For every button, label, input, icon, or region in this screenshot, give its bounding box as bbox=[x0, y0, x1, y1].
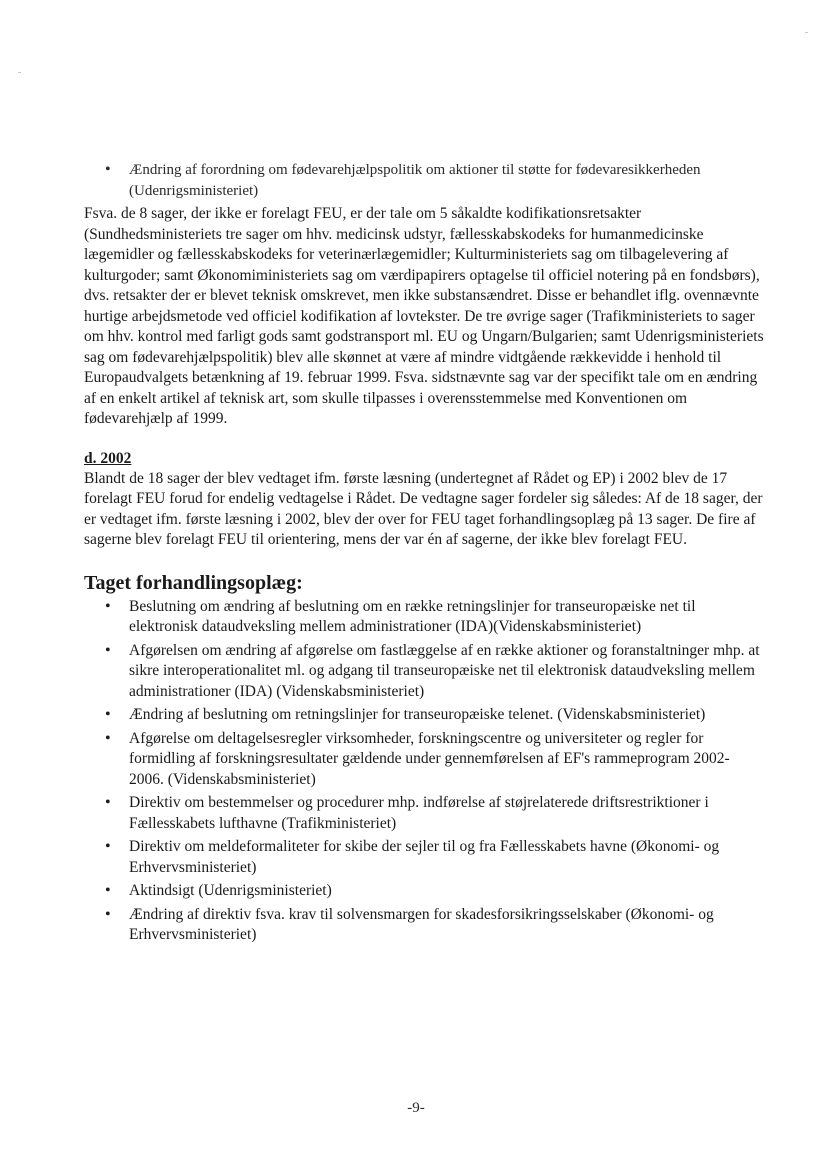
list-item: • Ændring af direktiv fsva. krav til solvensmargen for skadesforsikringsselskaber (Økonomi- og Erhvervsministeriet) bbox=[84, 905, 764, 946]
page-content bbox=[84, 160, 764, 949]
section-d-paragraph: Blandt de 18 sager der blev vedtaget ifm. første læsning (undertegnet af Rådet og EP) i 2002 blev de 17 forelagt FEU forud for endelig vedtagelse i Rådet. De vedtagne sager fordeler sig således: Af de 18 sager, der er vedtaget ifm. første læsning i 2002, blev der over for FEU taget forhandlingsoplæg på 13 sager. De fire af sagerne blev forelagt FEU til orientering, mens der var én af sagerne, der ikke blev forelagt FEU. bbox=[84, 469, 763, 548]
list-item: • Beslutning om ændring af beslutning om en række retningslinjer for transeuropæiske net til elektronisk dataudveksling mellem administrationer (IDA)(Videnskabsministeriet) bbox=[84, 597, 764, 638]
scan-speck bbox=[805, 32, 808, 33]
section-d-heading: d. 2002 bbox=[84, 449, 132, 467]
list-item: • Afgørelse om deltagelsesregler virksomheder, forskningscentre og universiteter og regler for formidling af forskningsresultater gældende under gennemførelsen af EF's rammeprogram 2002-2006. (Videnskabsministeriet) bbox=[84, 729, 764, 791]
taget-forhandlingsoplaeg-heading: Taget forhandlingsoplæg: bbox=[84, 571, 303, 594]
list-item: • Ændring af beslutning om retningslinjer for transeuropæiske telenet. (Videnskabsministeriet) bbox=[84, 705, 764, 726]
scan-speck bbox=[18, 72, 21, 73]
kodifikation-paragraph: Fsva. de 8 sager, der ikke er forelagt FEU, er der tale om 5 såkaldte kodifikationsretsakter (Sundhedsministeriets tre sager om hhv. medicinsk udstyr, fællesskabskodeks for humanmedicinske lægemidler og fællesskabskodeks for veterinærlægemidler; Kulturministeriets sag om tilbagelevering af kulturgoder; samt Økonomiministeriets sag om værdipapirers optagelse til officiel notering på en fondsbørs), dvs. retsakter der er blevet teknisk omskrevet, men ikke substansændret. Disse er behandlet iflg. ovennævnte hurtige arbejdsmetode ved officiel kodifikation af lovtekster. De tre øvrige sager (Trafikministeriets to sager om hhv. kontrol med farligt gods samt godstransport ml. EU og Ungarn/Bulgarien; samt Udenrigsministeriets sag om fødevarehjælpspolitik) blev alle skønnet at være af mindre vidtgående rækkevidde i henhold til Europaudvalgets betænkning af 19. februar 1999. Fsva. sidstnævnte sag var der specifikt tale om en ændring af en enkelt artikel af teknisk art, som skulle tilpasses i overensstemmelse med Konventionen om fødevarehjælp af 1999. bbox=[84, 205, 764, 427]
intro-bullet-list bbox=[84, 160, 764, 201]
page-number: -9- bbox=[407, 1100, 425, 1116]
list-item: • Aktindsigt (Udenrigsministeriet) bbox=[84, 881, 764, 902]
taget-forhandlingsoplaeg-list bbox=[84, 597, 764, 946]
list-item: • Direktiv om meldeformaliteter for skibe der sejler til og fra Fællesskabets havne (Økonomi- og Erhvervsministeriet) bbox=[84, 837, 764, 878]
list-item: • Direktiv om bestemmelser og procedurer mhp. indførelse af støjrelaterede driftsrestriktioner i Fællesskabets lufthavne (Trafikministeriet) bbox=[84, 793, 764, 834]
list-item: • Afgørelsen om ændring af afgørelse om fastlæggelse af en række aktioner og foranstaltninger mhp. at sikre interoperationalitet ml. og adgang til transeuropæiske net til elektronisk dataudveksling mellem administrationer (IDA) (Videnskabsministeriet) bbox=[84, 641, 764, 703]
intro-bullet-item: • Ændring af forordning om fødevarehjælpspolitik om aktioner til støtte for fødevaresikkerheden (Udenrigsministeriet) bbox=[84, 160, 764, 201]
